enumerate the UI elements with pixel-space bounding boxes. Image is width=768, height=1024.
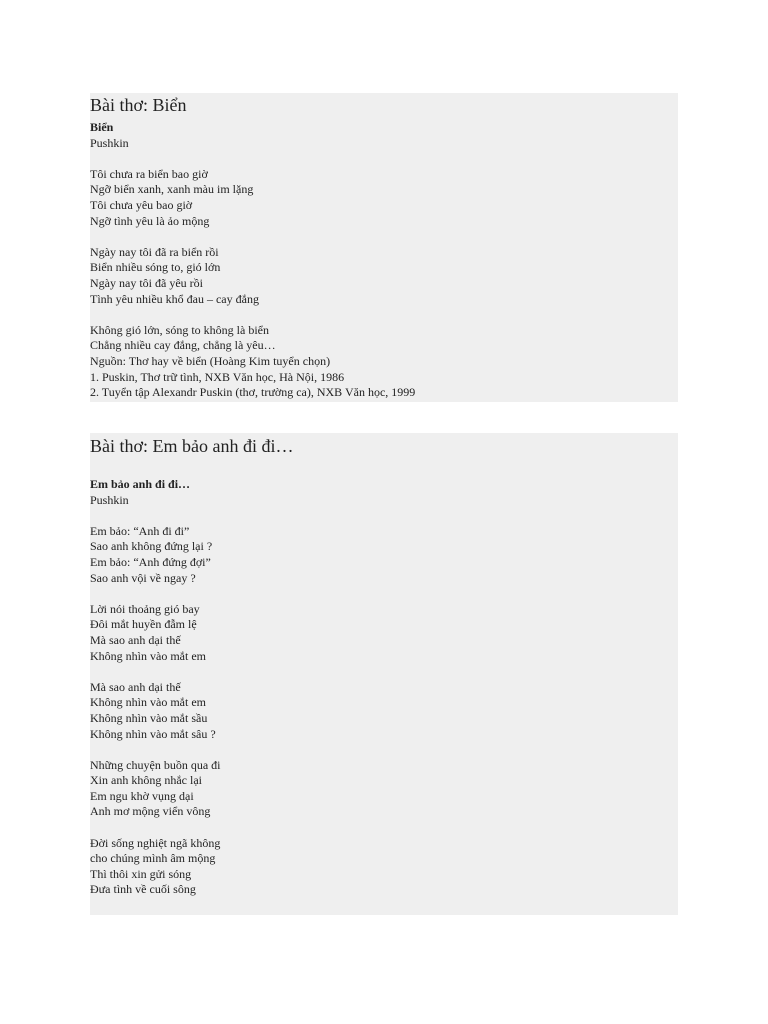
- spacer: [90, 307, 415, 323]
- poem-line: Ngày nay tôi đã yêu rồi: [90, 275, 203, 290]
- poem-line: Xin anh không nhắc lại: [90, 773, 202, 788]
- poem-line: Tình yêu nhiều khổ đau – cay đắng: [90, 291, 259, 306]
- poem-body: [90, 120, 415, 401]
- poem-line: Sao anh vội về ngay ?: [90, 570, 196, 585]
- poem-line: Tôi chưa yêu bao giờ: [90, 197, 193, 212]
- poem-line: Đời sống nghiệt ngã không: [90, 835, 221, 850]
- poem-line: Không nhìn vào mắt em: [90, 695, 206, 710]
- poem-heading: Bài thơ: Em bảo anh đi đi…: [90, 436, 294, 456]
- spacer: [90, 820, 220, 836]
- poem-author: Pushkin: [90, 135, 129, 150]
- poem-line: Lời nói thoảng gió bay: [90, 601, 200, 616]
- poem-line: Mà sao anh dại thế: [90, 679, 181, 694]
- poem-line: Em ngu khờ vụng dại: [90, 788, 194, 803]
- poem-line: Những chuyện buồn qua đi: [90, 757, 221, 772]
- spacer: [90, 229, 415, 245]
- poem-body: [90, 477, 220, 898]
- poem-line: Mà sao anh dại thế: [90, 632, 181, 647]
- spacer: [90, 742, 220, 758]
- poem-line: Không gió lớn, sóng to không là biển: [90, 322, 270, 337]
- poem-line: Biển nhiều sóng to, gió lớn: [90, 260, 221, 275]
- poem-line: Ngày nay tôi đã ra biển rồi: [90, 244, 219, 259]
- poem-block-bien: [90, 93, 678, 402]
- source-line: Nguồn: Thơ hay về biển (Hoàng Kim tuyển chọn): [90, 353, 331, 368]
- poem-line: Thì thôi xin gửi sóng: [90, 866, 192, 881]
- poem-line: Đưa tình về cuối sông: [90, 882, 196, 897]
- poem-author: Pushkin: [90, 492, 129, 507]
- poem-line: cho chúng mình âm mộng: [90, 851, 216, 866]
- poem-heading: Bài thơ: Biển: [90, 95, 187, 115]
- poem-title: Biển: [90, 120, 114, 134]
- spacer: [90, 151, 415, 167]
- poem-line: Ngỡ tình yêu là ảo mộng: [90, 213, 210, 228]
- poem-line: Đôi mắt huyền đẫm lệ: [90, 617, 197, 632]
- poem-line: Tôi chưa ra biển bao giờ: [90, 166, 208, 181]
- spacer: [90, 586, 220, 602]
- poem-title: Em bảo anh đi đi…: [90, 477, 191, 491]
- poem-line: Anh mơ mộng viển vông: [90, 804, 211, 819]
- poem-block-em-bao-anh-di-di: [90, 433, 678, 915]
- reference-line: 1. Puskin, Thơ trữ tình, NXB Văn học, Hà Nội, 1986: [90, 369, 345, 384]
- poem-line: Không nhìn vào mắt em: [90, 648, 206, 663]
- poem-line: Không nhìn vào mắt sâu ?: [90, 726, 216, 741]
- poem-line: Không nhìn vào mắt sầu: [90, 710, 208, 725]
- spacer: [90, 508, 220, 524]
- poem-line: Em bảo: “Anh đứng đợi”: [90, 554, 211, 569]
- poem-line: Ngỡ biển xanh, xanh màu im lặng: [90, 182, 254, 197]
- poem-line: Chẳng nhiều cay đắng, chẳng là yêu…: [90, 338, 276, 353]
- spacer: [90, 664, 220, 680]
- poem-line: Em bảo: “Anh đi đi”: [90, 523, 190, 538]
- poem-line: Sao anh không đứng lại ?: [90, 539, 213, 554]
- reference-line: 2. Tuyển tập Alexandr Puskin (thơ, trường ca), NXB Văn học, 1999: [90, 385, 416, 400]
